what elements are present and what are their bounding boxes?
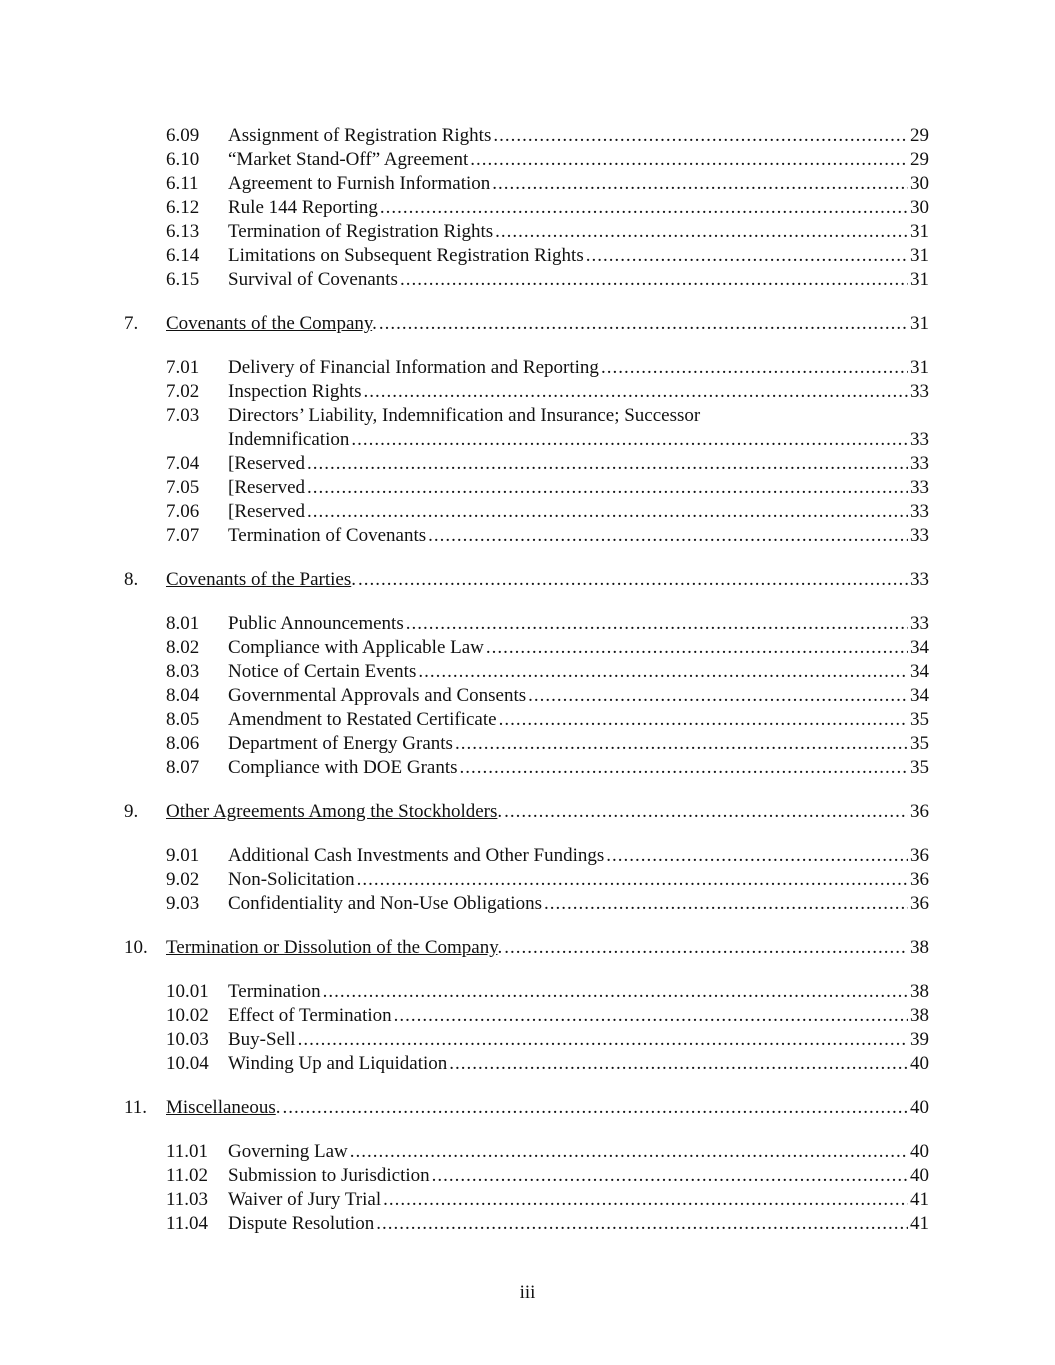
entry-title-text: Additional Cash Investments and Other Fundings xyxy=(228,845,605,866)
toc-entry[interactable] xyxy=(124,404,929,428)
entry-number: 8.07 xyxy=(166,757,200,778)
entry-number: 9.01 xyxy=(166,845,200,866)
dot-leader xyxy=(426,524,908,548)
table-of-contents xyxy=(124,124,929,1236)
entry-title-text: Governmental Approvals and Consents xyxy=(228,685,527,706)
entry-title xyxy=(166,568,356,592)
dot-leader xyxy=(491,124,908,148)
toc-entry[interactable] xyxy=(124,268,929,292)
entry-page-number: 33 xyxy=(910,525,929,546)
toc-entry[interactable] xyxy=(124,476,929,500)
entry-title xyxy=(228,1188,381,1212)
section-title-link[interactable]: Covenants of the Parties xyxy=(166,569,352,590)
toc-entry[interactable] xyxy=(124,756,929,780)
toc-entry[interactable] xyxy=(124,124,929,148)
toc-entry[interactable] xyxy=(124,500,929,524)
toc-entry[interactable] xyxy=(124,684,929,708)
toc-entry[interactable] xyxy=(124,356,929,380)
entry-page-number: 41 xyxy=(910,1213,929,1234)
toc-entry[interactable] xyxy=(124,1028,929,1052)
entry-page-number: 34 xyxy=(910,637,929,658)
section-title-link[interactable]: Covenants of the Company xyxy=(166,313,373,334)
dot-leader xyxy=(362,380,908,404)
entry-title xyxy=(228,1004,392,1028)
dot-leader xyxy=(468,148,908,172)
dot-leader xyxy=(321,980,908,1004)
dot-leader xyxy=(348,1140,908,1164)
entry-title-text: Delivery of Financial Information and Reporting xyxy=(228,357,599,378)
entry-number: 9. xyxy=(124,801,139,822)
entry-title xyxy=(228,980,321,1004)
toc-entry[interactable] xyxy=(124,148,929,172)
toc-section-heading[interactable] xyxy=(124,800,929,824)
entry-title xyxy=(228,636,484,660)
entry-page-number: 34 xyxy=(910,661,929,682)
entry-page-number: 41 xyxy=(910,1189,929,1210)
entry-title-text: [Reserved xyxy=(228,477,306,498)
entry-page-number: 38 xyxy=(910,1005,929,1026)
entry-page-number: 34 xyxy=(910,685,929,706)
entry-number: 8.06 xyxy=(166,733,200,754)
toc-entry[interactable] xyxy=(124,220,929,244)
entry-number: 8.03 xyxy=(166,661,200,682)
toc-entry[interactable] xyxy=(124,732,929,756)
entry-title-text: Compliance with DOE Grants xyxy=(228,757,458,778)
entry-title xyxy=(228,732,453,756)
dot-leader xyxy=(599,356,908,380)
entry-number: 7.02 xyxy=(166,381,200,402)
toc-section-heading[interactable] xyxy=(124,568,929,592)
entry-title xyxy=(228,148,468,172)
entry-title xyxy=(228,124,491,148)
entry-title xyxy=(228,500,305,524)
dot-leader xyxy=(392,1004,908,1028)
entry-title-text: Agreement to Furnish Information xyxy=(228,173,491,194)
dot-leader xyxy=(378,196,908,220)
toc-entry[interactable] xyxy=(124,868,929,892)
dot-leader xyxy=(305,452,908,476)
entry-page-number: 35 xyxy=(910,733,929,754)
entry-page-number: 35 xyxy=(910,757,929,778)
entry-page-number: 29 xyxy=(910,149,929,170)
entry-number: 10.04 xyxy=(166,1053,209,1074)
toc-section-heading[interactable] xyxy=(124,936,929,960)
entry-page-number: 31 xyxy=(910,245,929,266)
entry-number: 7.01 xyxy=(166,357,200,378)
section-title-link[interactable]: Other Agreements Among the Stockholders xyxy=(166,801,498,822)
entry-title xyxy=(228,660,416,684)
entry-title xyxy=(166,1096,281,1120)
entry-title-text: Governing Law xyxy=(228,1141,348,1162)
section-title-link[interactable]: Termination or Dissolution of the Company xyxy=(166,937,498,958)
entry-number: 8. xyxy=(124,569,139,590)
entry-page-number: 33 xyxy=(910,381,929,402)
dot-leader xyxy=(381,1188,908,1212)
toc-entry[interactable] xyxy=(124,660,929,684)
entry-number: 10. xyxy=(124,937,148,958)
entry-page-number: 36 xyxy=(910,845,929,866)
entry-title-text: Confidentiality and Non-Use Obligations xyxy=(228,893,542,914)
dot-leader xyxy=(458,756,908,780)
entry-title xyxy=(228,452,305,476)
entry-title-text: Notice of Certain Events xyxy=(228,661,417,682)
entry-title xyxy=(228,756,458,780)
entry-number: 7. xyxy=(124,313,139,334)
entry-title-text: Submission to Jurisdiction xyxy=(228,1165,430,1186)
toc-entry[interactable] xyxy=(124,1212,929,1236)
entry-title-text: [Reserved xyxy=(228,453,306,474)
entry-number: 11.04 xyxy=(166,1213,209,1234)
entry-page-number: 39 xyxy=(910,1029,929,1050)
dot-leader xyxy=(296,1028,908,1052)
entry-number: 10.03 xyxy=(166,1029,209,1050)
dot-leader xyxy=(502,936,908,960)
title-suffix: . xyxy=(351,569,356,590)
entry-title xyxy=(228,1212,374,1236)
dot-leader xyxy=(305,500,908,524)
toc-entry[interactable] xyxy=(124,196,929,220)
entry-title xyxy=(228,268,398,292)
entry-number: 7.03 xyxy=(166,405,200,426)
title-suffix: . xyxy=(275,1097,281,1118)
entry-page-number: 35 xyxy=(910,709,929,730)
entry-page-number: 40 xyxy=(910,1097,929,1118)
entry-number: 6.09 xyxy=(166,125,200,146)
toc-section-heading[interactable] xyxy=(124,1096,929,1120)
entry-title-text: Rule 144 Reporting xyxy=(228,197,378,218)
dot-leader xyxy=(377,312,908,336)
entry-title-text: Waiver of Jury Trial xyxy=(228,1189,382,1210)
title-suffix: . xyxy=(372,313,377,334)
entry-number: 6.15 xyxy=(166,269,200,290)
entry-page-number: 30 xyxy=(910,197,929,218)
toc-entry[interactable] xyxy=(124,1188,929,1212)
entry-page-number: 30 xyxy=(910,173,929,194)
entry-title xyxy=(228,356,599,380)
entry-title xyxy=(228,244,584,268)
entry-number: 6.10 xyxy=(166,149,200,170)
toc-entry[interactable] xyxy=(124,636,929,660)
entry-title-continuation: Indemnification xyxy=(228,429,350,450)
toc-entry[interactable] xyxy=(124,172,929,196)
entry-number: 8.01 xyxy=(166,613,200,634)
dot-leader xyxy=(502,800,908,824)
entry-number: 11.01 xyxy=(166,1141,209,1162)
toc-entry[interactable] xyxy=(124,708,929,732)
dot-leader xyxy=(497,708,908,732)
entry-title xyxy=(228,220,493,244)
entry-title xyxy=(166,936,502,960)
entry-title: Directors’ Liability, Indemnification and Insurance; Successor xyxy=(228,405,701,426)
toc-entry[interactable] xyxy=(124,380,929,404)
entry-title-text: Effect of Termination xyxy=(228,1005,392,1026)
entry-number: 9.03 xyxy=(166,893,200,914)
dot-leader xyxy=(305,476,908,500)
entry-number: 10.02 xyxy=(166,1005,209,1026)
entry-title xyxy=(228,380,362,404)
entry-number: 7.07 xyxy=(166,525,200,546)
dot-leader xyxy=(453,732,908,756)
entry-title xyxy=(228,844,604,868)
dot-leader xyxy=(356,568,908,592)
page-number: iii xyxy=(519,1282,536,1303)
entry-page-number: 36 xyxy=(910,801,929,822)
entry-title xyxy=(228,1164,430,1188)
toc-entry[interactable] xyxy=(124,1004,929,1028)
entry-page-number: 38 xyxy=(910,981,929,1002)
entry-number: 11.03 xyxy=(166,1189,209,1210)
dot-leader xyxy=(349,428,908,452)
entry-page-number: 31 xyxy=(910,221,929,242)
entry-page-number: 33 xyxy=(910,429,929,450)
entry-title xyxy=(228,612,404,636)
toc-entry[interactable] xyxy=(124,244,929,268)
dot-leader xyxy=(398,268,908,292)
entry-page-number: 31 xyxy=(910,313,929,334)
dot-leader xyxy=(374,1212,908,1236)
entry-title-text: Department of Energy Grants xyxy=(228,733,453,754)
entry-number: 8.04 xyxy=(166,685,200,706)
entry-title-text: Termination of Registration Rights xyxy=(228,221,494,242)
entry-title-text: Dispute Resolution xyxy=(228,1213,375,1234)
entry-number: 9.02 xyxy=(166,869,200,890)
entry-title-text: Non-Solicitation xyxy=(228,869,355,890)
entry-number: 11.02 xyxy=(166,1165,209,1186)
dot-leader xyxy=(416,660,908,684)
entry-number: 6.14 xyxy=(166,245,200,266)
entry-title-text: Inspection Rights xyxy=(228,381,362,402)
entry-page-number: 29 xyxy=(910,125,929,146)
dot-leader xyxy=(447,1052,908,1076)
entry-number: 6.12 xyxy=(166,197,200,218)
entry-title-text: Termination of Covenants xyxy=(228,525,427,546)
dot-leader xyxy=(281,1096,908,1120)
entry-title xyxy=(228,708,497,732)
entry-page-number: 31 xyxy=(910,357,929,378)
toc-entry[interactable] xyxy=(124,844,929,868)
entry-title xyxy=(228,1028,296,1052)
entry-title xyxy=(228,1052,447,1076)
entry-title-text: Amendment to Restated Certificate xyxy=(228,709,497,730)
entry-page-number: 38 xyxy=(910,937,929,958)
entry-title-text: [Reserved xyxy=(228,501,306,522)
dot-leader xyxy=(490,172,908,196)
entry-page-number: 36 xyxy=(910,893,929,914)
title-suffix: . xyxy=(497,801,503,822)
toc-entry-continuation[interactable] xyxy=(124,428,929,452)
toc-entry[interactable] xyxy=(124,452,929,476)
dot-leader xyxy=(484,636,908,660)
entry-title xyxy=(228,196,378,220)
entry-number: 8.05 xyxy=(166,709,200,730)
entry-page-number: 36 xyxy=(910,869,929,890)
dot-leader xyxy=(542,892,908,916)
entry-page-number: 33 xyxy=(910,453,929,474)
entry-title-text: Survival of Covenants xyxy=(228,269,398,290)
dot-leader xyxy=(355,868,908,892)
entry-title-text: Termination xyxy=(228,981,321,1002)
toc-entry[interactable] xyxy=(124,1140,929,1164)
entry-title-text: Compliance with Applicable Law xyxy=(228,637,484,658)
entry-title-text: Buy-Sell xyxy=(228,1029,296,1050)
entry-page-number: 33 xyxy=(910,501,929,522)
entry-page-number: 40 xyxy=(910,1165,929,1186)
toc-entry[interactable] xyxy=(124,1164,929,1188)
dot-leader xyxy=(526,684,908,708)
entry-number: 6.11 xyxy=(166,173,199,194)
dot-leader xyxy=(404,612,908,636)
dot-leader xyxy=(493,220,908,244)
entry-title xyxy=(166,312,377,336)
toc-entry[interactable] xyxy=(124,980,929,1004)
entry-number: 7.06 xyxy=(166,501,200,522)
entry-title xyxy=(228,524,426,548)
entry-page-number: 33 xyxy=(910,569,929,590)
entry-page-number: 40 xyxy=(910,1141,929,1162)
entry-number: 7.05 xyxy=(166,477,200,498)
dot-leader xyxy=(584,244,908,268)
entry-page-number: 33 xyxy=(910,477,929,498)
entry-title xyxy=(228,892,542,916)
title-suffix: . xyxy=(497,937,503,958)
toc-entry[interactable] xyxy=(124,612,929,636)
toc-entry[interactable] xyxy=(124,1052,929,1076)
entry-title xyxy=(228,476,305,500)
entry-title-text: Winding Up and Liquidation xyxy=(228,1053,448,1074)
entry-title xyxy=(166,800,502,824)
entry-title-text: Public Announcements xyxy=(228,613,404,634)
dot-leader xyxy=(604,844,908,868)
entry-title-text: Assignment of Registration Rights xyxy=(228,125,492,146)
entry-number: 8.02 xyxy=(166,637,200,658)
dot-leader xyxy=(430,1164,908,1188)
entry-title-text: Limitations on Subsequent Registration Rights xyxy=(228,245,584,266)
entry-number: 10.01 xyxy=(166,981,209,1002)
entry-page-number: 33 xyxy=(910,613,929,634)
entry-title xyxy=(228,1140,348,1164)
entry-title xyxy=(228,172,490,196)
toc-entry[interactable] xyxy=(124,524,929,548)
toc-section-heading[interactable] xyxy=(124,312,929,336)
entry-title-text: “Market Stand-Off” Agreement xyxy=(228,149,469,170)
entry-page-number: 31 xyxy=(910,269,929,290)
entry-title xyxy=(228,684,526,708)
entry-page-number: 40 xyxy=(910,1053,929,1074)
entry-number: 11. xyxy=(124,1097,148,1118)
section-title-link[interactable]: Miscellaneous xyxy=(166,1097,276,1118)
entry-title xyxy=(228,868,355,892)
entry-number: 7.04 xyxy=(166,453,200,474)
toc-entry[interactable] xyxy=(124,892,929,916)
entry-number: 6.13 xyxy=(166,221,200,242)
